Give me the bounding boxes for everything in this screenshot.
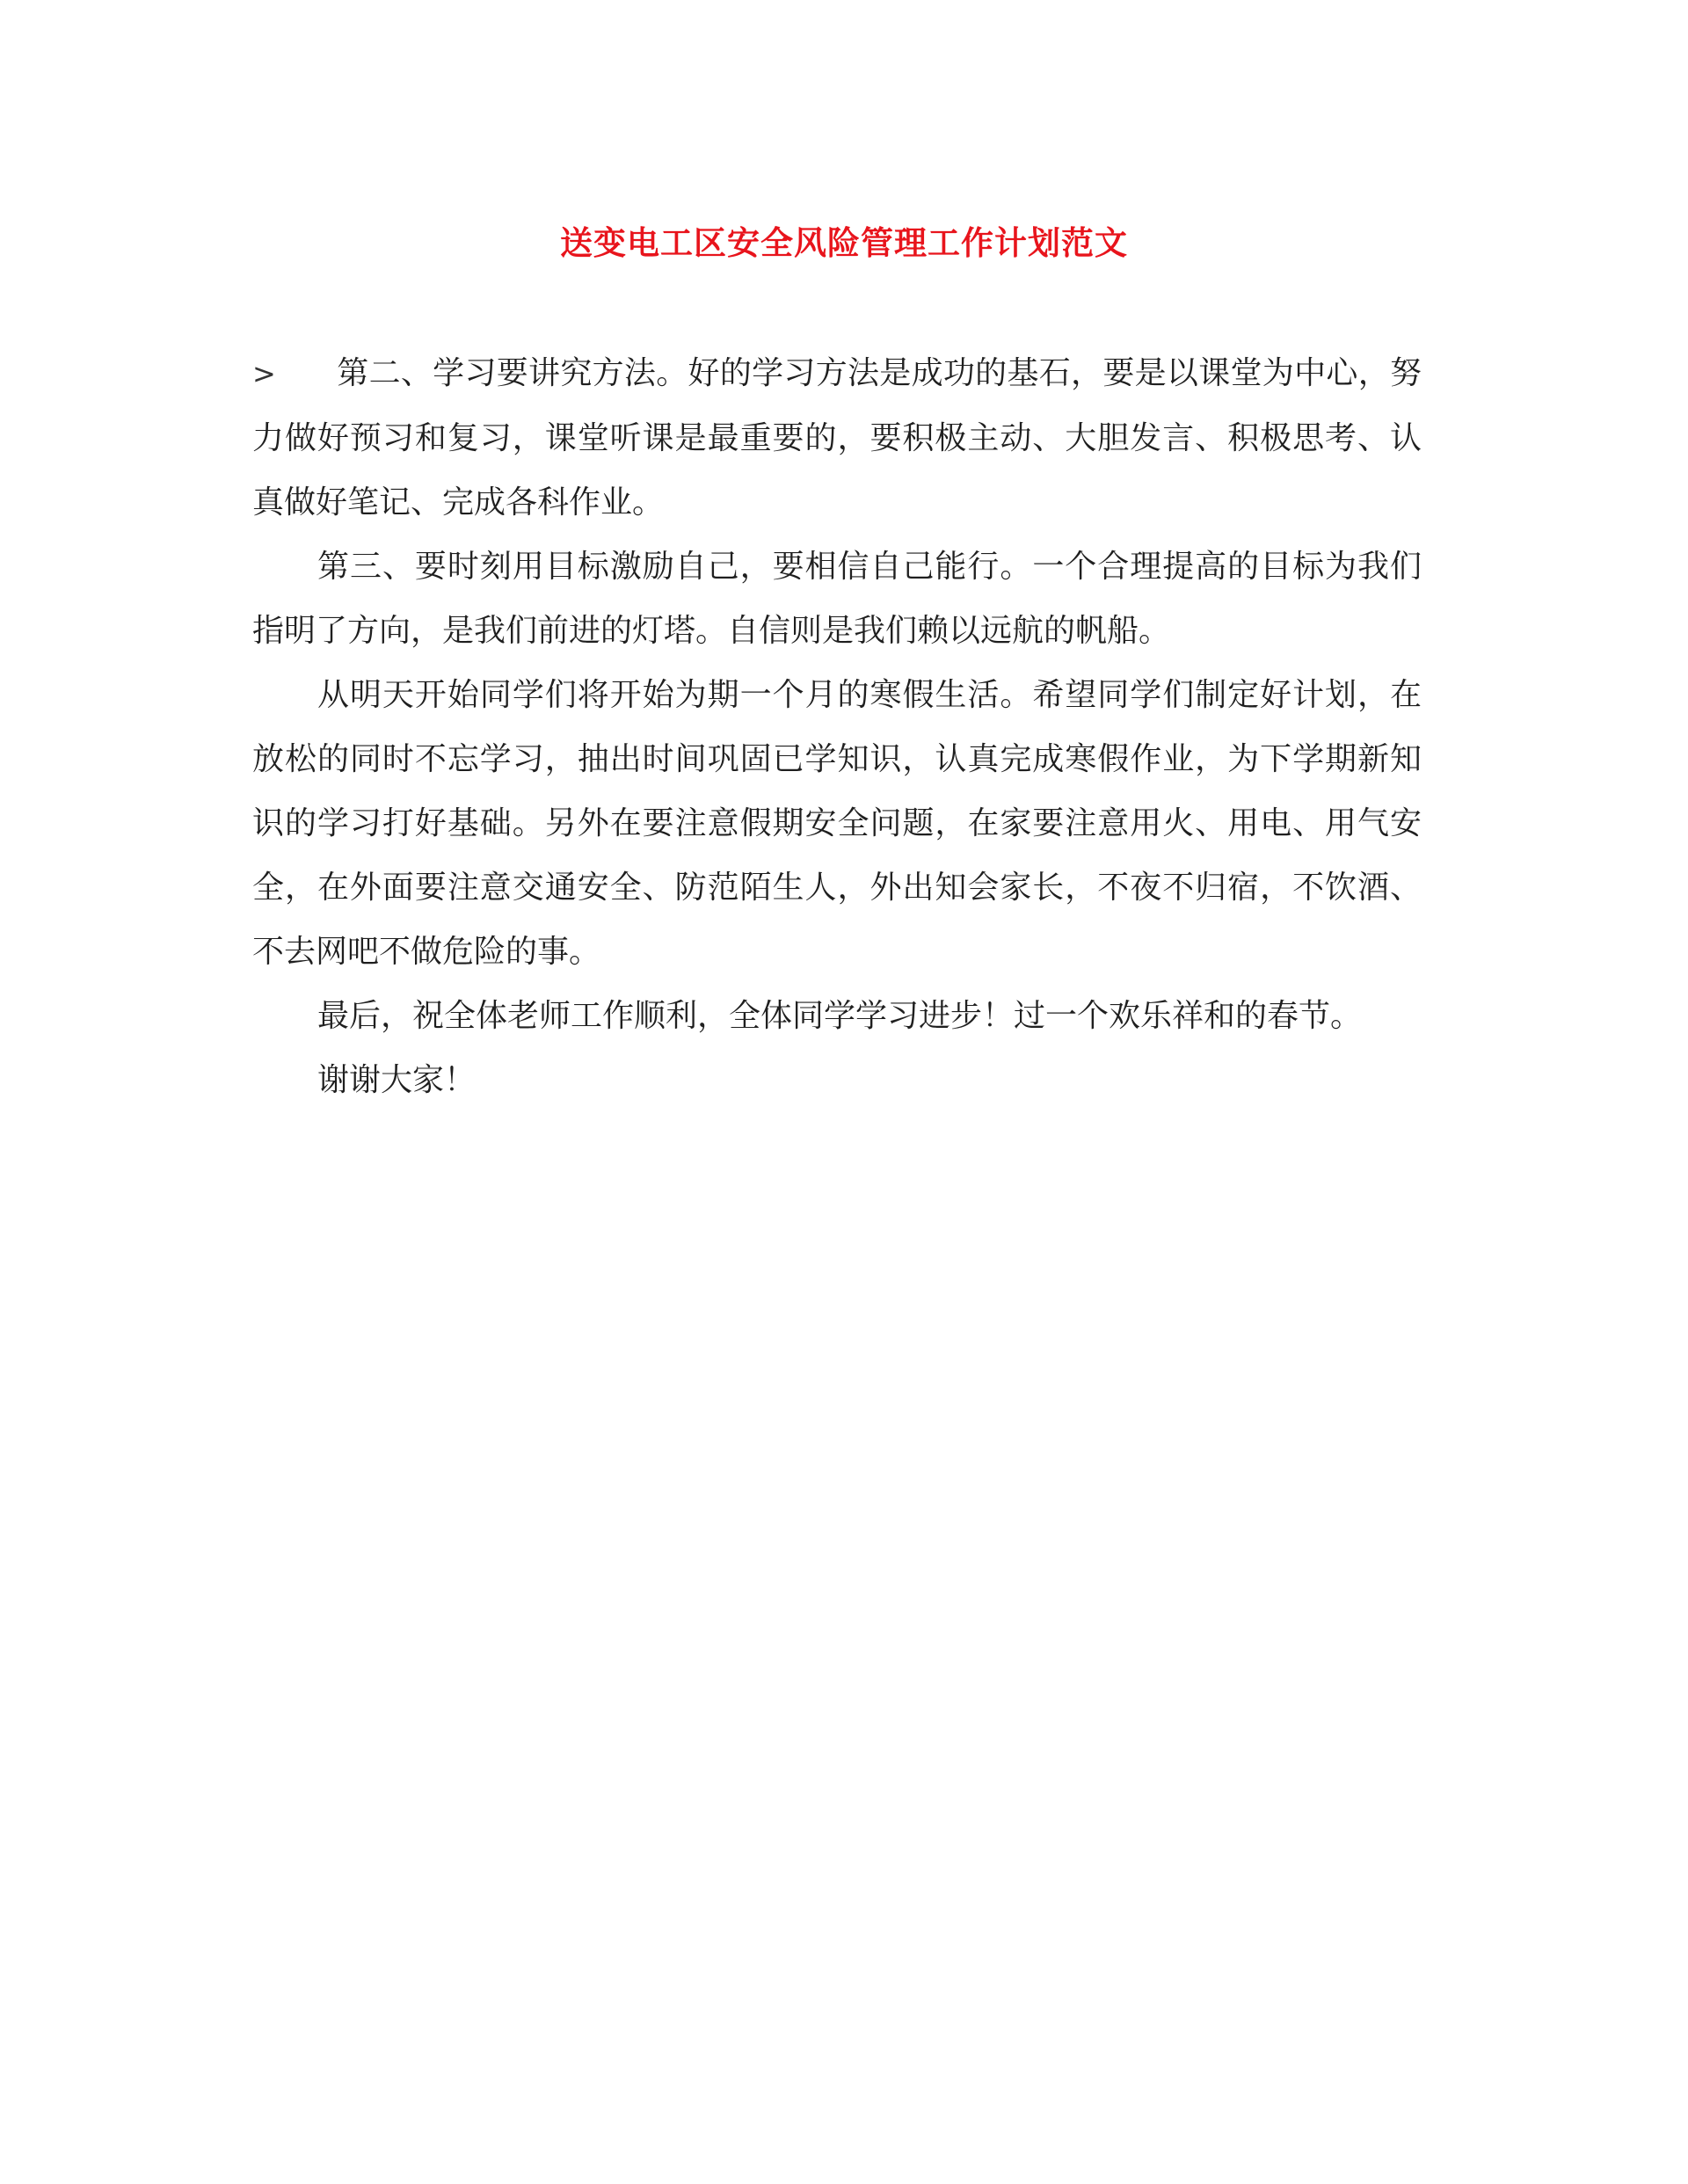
paragraph-3: 从明天开始同学们将开始为期一个月的寒假生活。希望同学们制定好计划，在放松的同时不忘学习，抽出时间巩固已学知识，认真完成寒假作业，为下学期新知识的学习打好基础。另外在要注意假期安全问题，在家要注意用火、用电、用气安全，在外面要注意交通安全、防范陌生人，外出知会家长，不夜不归宿，不饮酒、不去网吧不做危险的事。 bbox=[252, 677, 1422, 970]
document-title: 送变电工区安全风险管理工作计划范文 bbox=[560, 223, 1128, 262]
paragraph-4: 最后，祝全体老师工作顺利，全体同学学习进步！过一个欢乐祥和的春节。 bbox=[317, 998, 1363, 1034]
paragraph-1 bbox=[252, 341, 1422, 535]
document-body bbox=[252, 341, 1422, 1112]
bullet-marker: > bbox=[252, 357, 276, 390]
paragraph-1-text: 第二、学习要讲究方法。好的学习方法是成功的基石，要是以课堂为中心，努力做好预习和复习，课堂听课是最重要的，要积极主动、大胆发言、积极思考、认真做好笔记、完成各科作业。 bbox=[252, 355, 1422, 521]
paragraph-5: 谢谢大家！ bbox=[317, 1062, 477, 1098]
paragraph-2: 第三、要时刻用目标激励自己，要相信自己能行。一个合理提高的目标为我们指明了方向，是我们前进的灯塔。自信则是我们赖以远航的帆船。 bbox=[252, 549, 1422, 649]
